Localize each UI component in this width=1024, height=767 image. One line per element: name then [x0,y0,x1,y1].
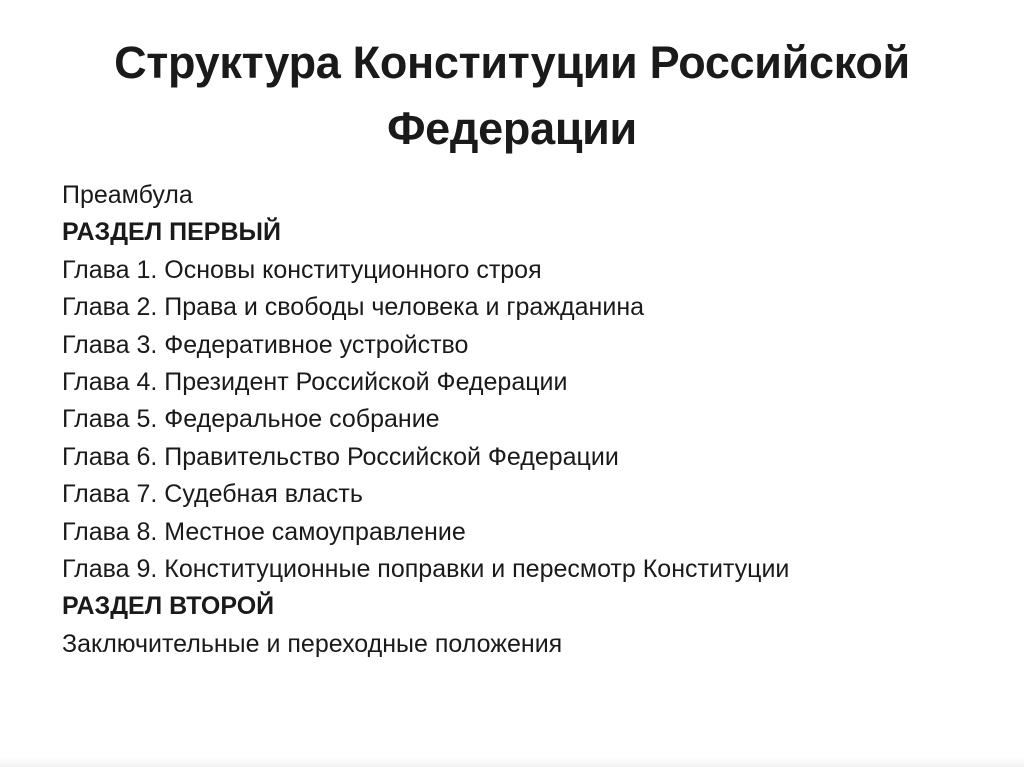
section-heading-first: РАЗДЕЛ ПЕРВЫЙ [62,218,281,247]
chapter-item: Глава 4. Президент Российской Федерации [62,368,568,397]
chapter-item: Глава 7. Судебная власть [62,480,363,509]
section-heading-second: РАЗДЕЛ ВТОРОЙ [62,592,275,621]
title-line-1: Структура Конституции Российской [114,37,910,88]
section-second-text: Заключительные и переходные положения [62,629,563,658]
chapter-item: Глава 3. Федеративное устройство [62,330,469,359]
chapter-item: Глава 1. Основы конституционного строя [62,255,542,284]
title-line-2: Федерации [387,103,637,154]
page-title [40,30,984,162]
preamble: Преамбула [62,181,193,209]
content-list [62,177,982,663]
chapter-item: Глава 9. Конституционные поправки и пересмотр Конституции [62,555,790,584]
chapter-item: Глава 6. Правительство Российской Федерации [62,442,619,471]
bottom-shadow [0,757,1024,767]
chapter-item: Глава 8. Местное самоуправление [62,517,466,546]
chapter-item: Глава 2. Права и свободы человека и гражданина [62,293,645,322]
chapter-item: Глава 5. Федеральное собрание [62,405,440,434]
